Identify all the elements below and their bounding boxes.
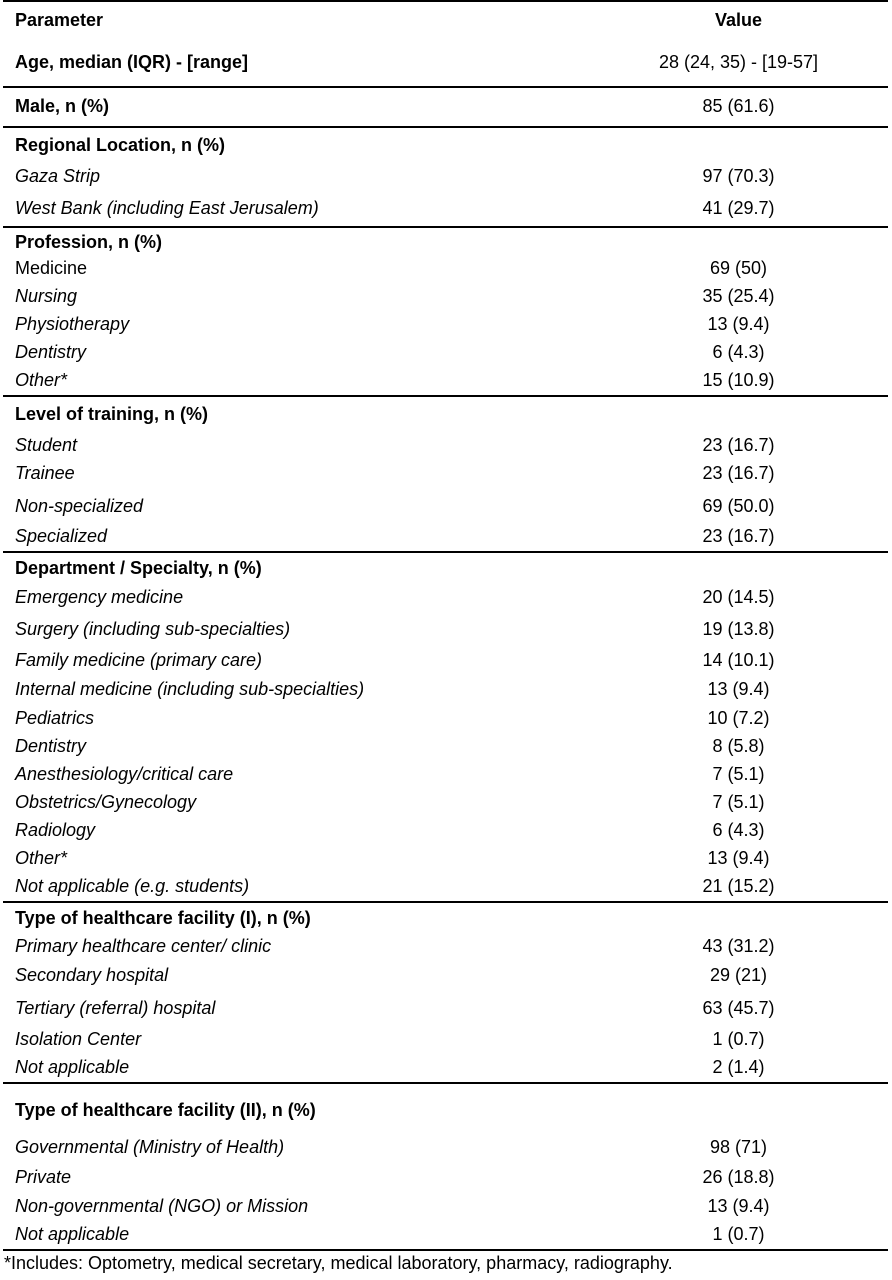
section-training-title: [3, 397, 888, 432]
table-row: [3, 283, 888, 311]
table-row: [3, 311, 888, 339]
section-title: Male, n (%): [15, 96, 110, 116]
row-value: 7 (5.1): [712, 764, 765, 784]
row-label: Governmental (Ministry of Health): [15, 1137, 285, 1157]
section-region-title: [3, 128, 888, 161]
table-row: [3, 193, 888, 226]
table-row: [3, 1221, 888, 1249]
row-value: 20 (14.5): [702, 587, 775, 607]
row-value: 13 (9.4): [707, 679, 770, 699]
row-label: Not applicable: [15, 1057, 130, 1077]
row-label: Family medicine (primary care): [15, 650, 263, 670]
table-bottom-rule: [3, 1249, 888, 1251]
row-label: Physiotherapy: [15, 314, 130, 334]
section-value: 28 (24, 35) - [19-57]: [658, 52, 819, 72]
section-title: Age, median (IQR) - [range]: [15, 52, 249, 72]
row-label: Surgery (including sub-specialties): [15, 619, 291, 639]
row-label: Emergency medicine: [15, 587, 184, 607]
table-row: [3, 1193, 888, 1221]
table-row: [3, 845, 888, 873]
section-title: Regional Location, n (%): [15, 135, 225, 155]
row-label: Specialized: [15, 526, 108, 546]
table-row: [3, 339, 888, 367]
section-title: Type of healthcare facility (II), n (%): [15, 1100, 316, 1120]
row-label: Secondary hospital: [15, 965, 169, 985]
table-footnote: *Includes: Optometry, medical secretary, medical laboratory, pharmacy, radiography.: [4, 1253, 673, 1273]
table-row: [3, 817, 888, 845]
row-label: Non-governmental (NGO) or Mission: [15, 1196, 309, 1216]
row-label: Pediatrics: [15, 708, 95, 728]
table-row: [3, 933, 888, 962]
row-label: Student: [15, 435, 78, 455]
section-age: [3, 38, 888, 86]
row-value: 41 (29.7): [702, 198, 775, 218]
row-label: Internal medicine (including sub-specialties): [15, 679, 365, 699]
table-row: [3, 161, 888, 193]
section-title: Profession, n (%): [15, 232, 163, 252]
table-row: [3, 614, 888, 645]
row-value: 69 (50): [709, 258, 768, 278]
table-row: [3, 1164, 888, 1193]
row-value: 6 (4.3): [712, 820, 765, 840]
table-row: [3, 992, 888, 1026]
row-label: Primary healthcare center/ clinic: [15, 936, 272, 956]
row-value: 1 (0.7): [712, 1029, 765, 1049]
table-row: [3, 367, 888, 395]
row-value: 23 (16.7): [702, 435, 775, 455]
table-row: [3, 761, 888, 789]
table-row: [3, 705, 888, 733]
section-profession-title: [3, 228, 888, 255]
row-value: 63 (45.7): [702, 998, 775, 1018]
table-row: [3, 645, 888, 676]
row-label: Other*: [15, 848, 68, 868]
row-value: 29 (21): [709, 965, 768, 985]
row-value: 7 (5.1): [712, 792, 765, 812]
table-header: [3, 0, 888, 38]
row-label: West Bank (including East Jerusalem): [15, 198, 319, 218]
section-title: Type of healthcare facility (I), n (%): [15, 908, 311, 928]
row-value: 97 (70.3): [702, 166, 775, 186]
row-value: 43 (31.2): [702, 936, 775, 956]
header-value: Value: [714, 10, 763, 30]
section-facility2-title: [3, 1084, 888, 1134]
table-row: [3, 1056, 888, 1082]
table-row: [3, 962, 888, 992]
row-value: 23 (16.7): [702, 463, 775, 483]
row-label: Trainee: [15, 463, 75, 483]
table-row: [3, 1134, 888, 1164]
row-value: 10 (7.2): [707, 708, 770, 728]
row-value: 14 (10.1): [702, 650, 775, 670]
row-label: Private: [15, 1167, 72, 1187]
row-value: 15 (10.9): [702, 370, 775, 390]
table-row: [3, 583, 888, 614]
row-label: Other*: [15, 370, 68, 390]
table-row: [3, 676, 888, 705]
row-value: 23 (16.7): [702, 526, 775, 546]
row-label: Not applicable: [15, 1224, 130, 1244]
table-row: [3, 491, 888, 523]
row-label: Medicine: [15, 258, 88, 278]
table-row: [3, 255, 888, 283]
row-value: 13 (9.4): [707, 1196, 770, 1216]
table-row: [3, 873, 888, 901]
row-value: 13 (9.4): [707, 314, 770, 334]
table-row: [3, 460, 888, 491]
section-male: [3, 88, 888, 126]
row-value: 69 (50.0): [702, 496, 775, 516]
row-label: Gaza Strip: [15, 166, 101, 186]
header-parameter: Parameter: [15, 10, 104, 30]
section-facility1-title: [3, 903, 888, 933]
table-row: [3, 1026, 888, 1056]
row-label: Anesthesiology/critical care: [15, 764, 234, 784]
row-label: Non-specialized: [15, 496, 144, 516]
table-row: [3, 523, 888, 551]
table-row: [3, 432, 888, 460]
row-value: 98 (71): [709, 1137, 768, 1157]
row-value: 35 (25.4): [702, 286, 775, 306]
row-value: 26 (18.8): [702, 1167, 775, 1187]
section-title: Level of training, n (%): [15, 404, 209, 424]
table-row: [3, 733, 888, 761]
demographics-table: [3, 0, 888, 1251]
row-value: 6 (4.3): [712, 342, 765, 362]
row-label: Tertiary (referral) hospital: [15, 998, 216, 1018]
row-label: Radiology: [15, 820, 96, 840]
row-value: 2 (1.4): [712, 1057, 765, 1077]
table-row: [3, 789, 888, 817]
row-value: 8 (5.8): [712, 736, 765, 756]
row-label: Dentistry: [15, 342, 87, 362]
row-value: 13 (9.4): [707, 848, 770, 868]
row-label: Nursing: [15, 286, 78, 306]
section-title: Department / Specialty, n (%): [15, 558, 262, 578]
section-department-title: [3, 553, 888, 583]
row-label: Dentistry: [15, 736, 87, 756]
row-label: Obstetrics/Gynecology: [15, 792, 197, 812]
section-value: 85 (61.6): [702, 96, 775, 116]
row-label: Not applicable (e.g. students): [15, 876, 250, 896]
row-label: Isolation Center: [15, 1029, 142, 1049]
row-value: 1 (0.7): [712, 1224, 765, 1244]
row-value: 19 (13.8): [702, 619, 775, 639]
row-value: 21 (15.2): [702, 876, 775, 896]
